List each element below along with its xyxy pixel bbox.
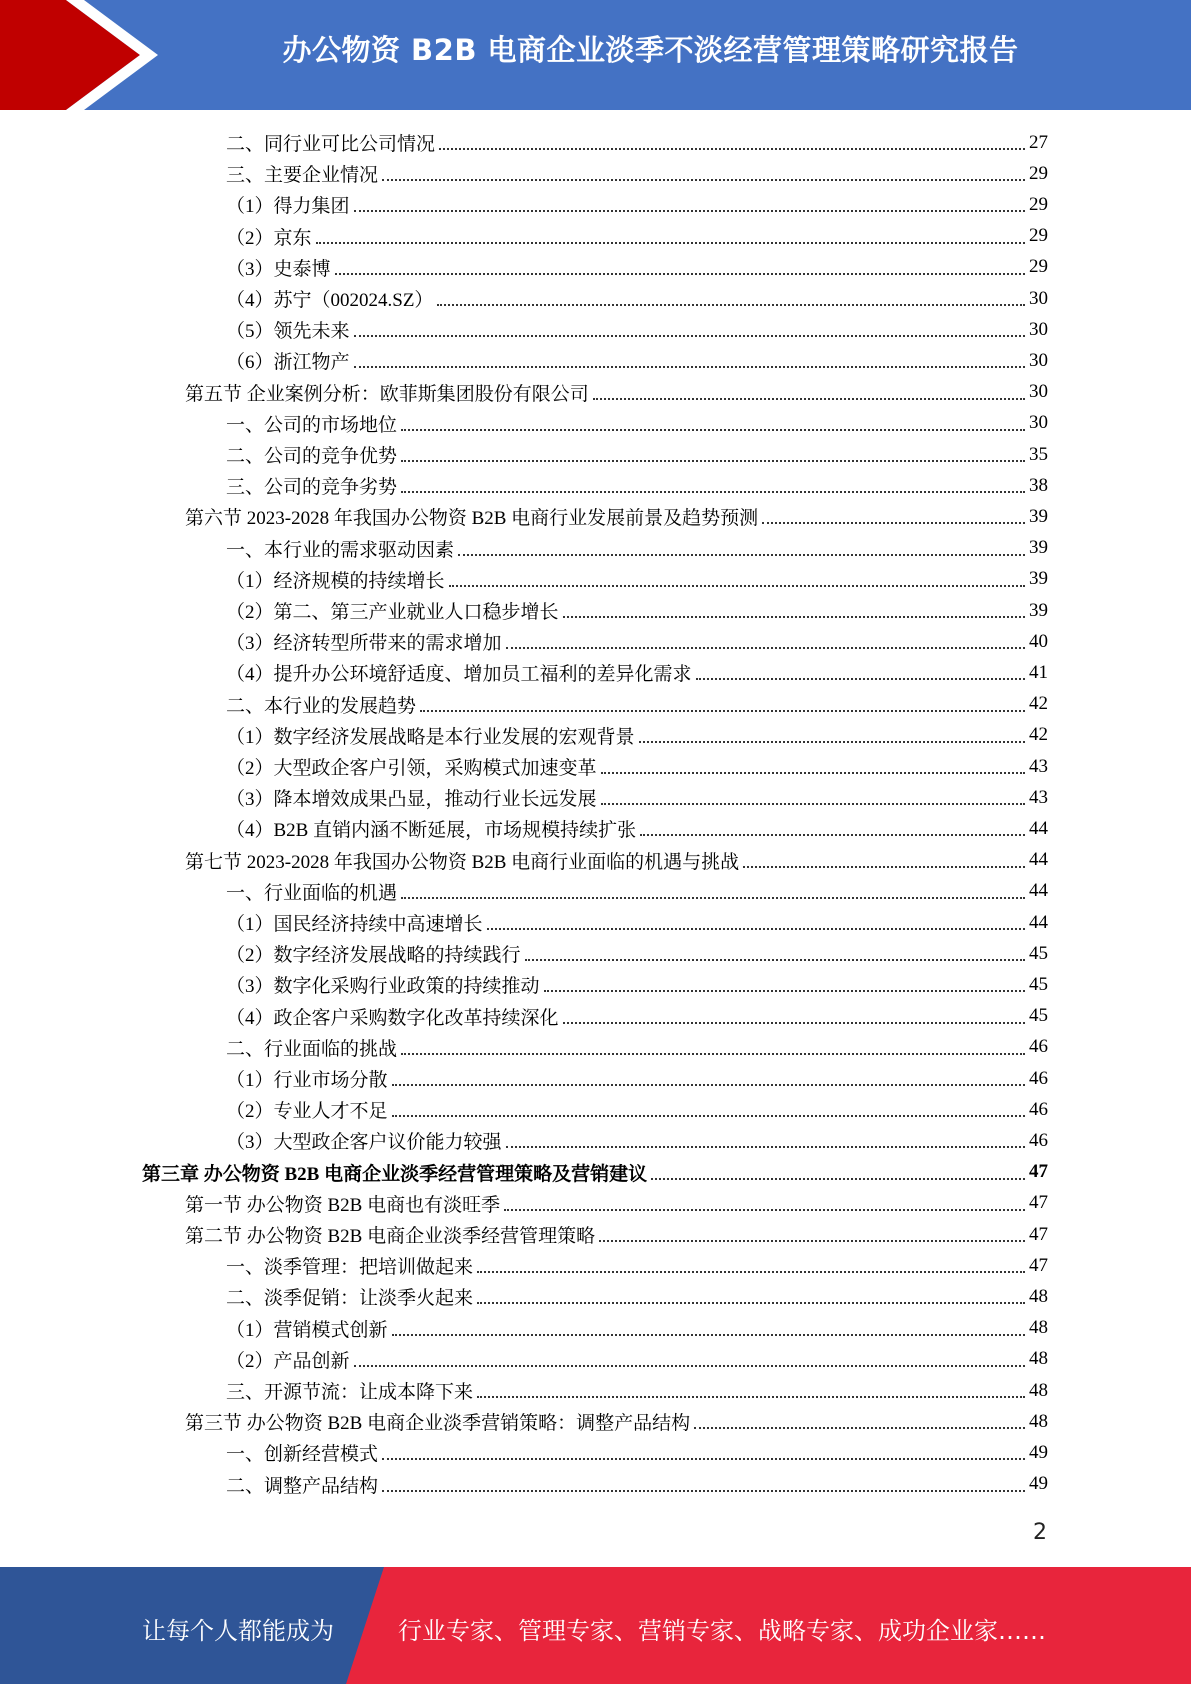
- toc-dot-leader: [382, 178, 1025, 181]
- toc-entry[interactable]: [226, 1281, 1048, 1312]
- toc-entry-page: 35: [1029, 443, 1048, 465]
- toc-entry[interactable]: [226, 283, 1048, 314]
- toc-dot-leader: [743, 865, 1025, 868]
- toc-dot-leader: [401, 428, 1025, 431]
- toc-dot-leader: [439, 147, 1025, 150]
- toc-dot-leader: [487, 927, 1025, 930]
- toc-entry-title: 第六节 2023-2028 年我国办公物资 B2B 电商行业发展前景及趋势预测: [185, 508, 759, 530]
- toc-entry-page: 30: [1029, 318, 1048, 340]
- toc-entry-title: （4）政企客户采购数字化改革持续深化: [226, 1007, 559, 1029]
- toc-entry-title: （1）经济规模的持续增长: [226, 570, 445, 592]
- toc-entry-page: 30: [1029, 381, 1048, 403]
- toc-entry[interactable]: [226, 470, 1048, 501]
- toc-dot-leader: [639, 740, 1025, 743]
- toc-dot-leader: [696, 677, 1025, 680]
- toc-entry-title: （6）浙江物产: [226, 352, 350, 374]
- page-header: [0, 0, 1191, 110]
- toc-entry-page: 30: [1029, 349, 1048, 371]
- toc-entry[interactable]: [185, 377, 1048, 408]
- toc-entry-page: 39: [1029, 599, 1048, 621]
- toc-entry[interactable]: [226, 876, 1048, 907]
- toc-entry[interactable]: [226, 1063, 1048, 1094]
- toc-entry[interactable]: [226, 1469, 1048, 1500]
- toc-entry-title: 一、创新经营模式: [226, 1444, 379, 1466]
- toc-entry-page: 49: [1029, 1441, 1048, 1463]
- toc-entry[interactable]: [226, 1032, 1048, 1063]
- toc-entry-page: 27: [1029, 131, 1048, 153]
- toc-dot-leader: [354, 334, 1025, 337]
- toc-entry-title: （2）大型政企客户引领，采购模式加速变革: [226, 758, 597, 779]
- toc-dot-leader: [477, 1395, 1025, 1398]
- toc-entry-title: （3）数字化采购行业政策的持续推动: [226, 976, 540, 998]
- toc-entry[interactable]: [226, 533, 1048, 564]
- toc-dot-leader: [640, 833, 1025, 836]
- toc-entry-page: 48: [1029, 1285, 1048, 1307]
- toc-entry-title: （4）B2B 直销内涵不断延展，市场规模持续扩张: [226, 820, 637, 842]
- toc-entry-title: （3）史泰博: [226, 258, 331, 280]
- toc-entry-page: 29: [1029, 225, 1048, 247]
- toc-entry[interactable]: [226, 252, 1048, 283]
- toc-entry-page: 29: [1029, 256, 1048, 278]
- toc-entry[interactable]: [226, 969, 1048, 1000]
- toc-entry-page: 42: [1029, 724, 1048, 746]
- toc-entry-page: 45: [1029, 1005, 1048, 1027]
- toc-entry[interactable]: [226, 158, 1048, 189]
- toc-dot-leader: [382, 1457, 1025, 1460]
- toc-entry-title: （1）数字经济发展战略是本行业发展的宏观背景: [226, 726, 635, 748]
- toc-dot-leader: [601, 771, 1025, 774]
- toc-entry-page: 29: [1029, 193, 1048, 215]
- page-number: 2: [1033, 1520, 1047, 1545]
- toc-entry-title: 第三章 办公物资 B2B 电商企业淡季经营管理策略及营销建议: [142, 1163, 648, 1185]
- toc-dot-leader: [354, 365, 1025, 368]
- toc-entry-title: （1）营销模式创新: [226, 1319, 388, 1341]
- toc-entry-title: （3）经济转型所带来的需求增加: [226, 633, 502, 655]
- toc-dot-leader: [354, 209, 1025, 212]
- toc-dot-leader: [651, 1177, 1025, 1180]
- toc-entry-title: （2）专业人才不足: [226, 1101, 388, 1123]
- toc-entry[interactable]: [142, 1157, 1048, 1188]
- toc-dot-leader: [420, 709, 1025, 712]
- toc-entry[interactable]: [226, 782, 1048, 813]
- toc-entry-page: 42: [1029, 693, 1048, 715]
- toc-dot-leader: [437, 303, 1025, 306]
- toc-dot-leader: [762, 521, 1025, 524]
- toc-entry[interactable]: [226, 1250, 1048, 1281]
- toc-entry[interactable]: [226, 689, 1048, 720]
- toc-entry[interactable]: [226, 595, 1048, 626]
- toc-entry-page: 49: [1029, 1473, 1048, 1495]
- toc-dot-leader: [506, 1145, 1025, 1148]
- toc-entry-title: （2）第二、第三产业就业人口稳步增长: [226, 602, 559, 623]
- toc-dot-leader: [477, 1301, 1025, 1304]
- toc-entry[interactable]: [226, 1437, 1048, 1468]
- toc-entry-page: 39: [1029, 537, 1048, 559]
- toc-entry-page: 39: [1029, 568, 1048, 590]
- toc-entry-title: 二、公司的竞争优势: [226, 446, 398, 467]
- toc-entry-page: 40: [1029, 630, 1048, 652]
- toc-entry-page: 44: [1029, 849, 1048, 871]
- toc-entry-page: 47: [1029, 1223, 1048, 1245]
- toc-entry[interactable]: [226, 720, 1048, 751]
- toc-entry[interactable]: [226, 657, 1048, 688]
- toc-entry[interactable]: [226, 626, 1048, 657]
- toc-entry-page: 30: [1029, 412, 1048, 434]
- toc-entry-title: 二、本行业的发展趋势: [226, 695, 417, 717]
- toc-entry-title: 第一节 办公物资 B2B 电商也有淡旺季: [185, 1194, 501, 1216]
- page-footer: [0, 1567, 1191, 1684]
- toc-entry-title: 二、行业面临的挑战: [226, 1038, 398, 1060]
- toc-entry-page: 48: [1029, 1317, 1048, 1339]
- toc-entry-title: 三、开源节流：让成本降下来: [226, 1382, 474, 1403]
- toc-entry-page: 30: [1029, 287, 1048, 309]
- document-title: 办公物资 B2B 电商企业淡季不淡经营管理策略研究报告: [282, 33, 1019, 67]
- toc-dot-leader: [335, 272, 1025, 275]
- toc-entry[interactable]: [185, 1188, 1048, 1219]
- footer-tagline: 行业专家、管理专家、营销专家、战略专家、成功企业家……: [398, 1617, 1046, 1645]
- toc-dot-leader: [401, 490, 1025, 493]
- toc-entry-page: 44: [1029, 911, 1048, 933]
- toc-entry-page: 48: [1029, 1348, 1048, 1370]
- toc-entry-title: （1）得力集团: [226, 196, 350, 218]
- toc-entry-page: 38: [1029, 474, 1048, 496]
- toc-entry[interactable]: [226, 1375, 1048, 1406]
- toc-dot-leader: [401, 459, 1025, 462]
- toc-entry-title: （4）苏宁（002024.SZ）: [226, 290, 434, 311]
- toc-entry-title: 三、主要企业情况: [226, 165, 379, 187]
- toc-entry-title: 第五节 企业案例分析：欧菲斯集团股份有限公司: [185, 383, 589, 405]
- toc-entry[interactable]: [226, 314, 1048, 345]
- toc-entry-page: 43: [1029, 786, 1048, 808]
- toc-entry-page: 47: [1029, 1161, 1048, 1183]
- toc-dot-leader: [525, 958, 1025, 961]
- toc-entry[interactable]: [226, 1001, 1048, 1032]
- toc-dot-leader: [316, 241, 1025, 244]
- toc-dot-leader: [401, 896, 1025, 899]
- toc-entry-title: 第三节 办公物资 B2B 电商企业淡季营销策略：调整产品结构: [185, 1413, 691, 1435]
- toc-entry-title: （3）大型政企客户议价能力较强: [226, 1132, 502, 1154]
- toc-entry[interactable]: [226, 1313, 1048, 1344]
- toc-entry[interactable]: [226, 1344, 1048, 1375]
- toc-entry[interactable]: [226, 751, 1048, 782]
- toc-entry-page: 45: [1029, 942, 1048, 964]
- toc-dot-leader: [504, 1208, 1025, 1211]
- toc-entry-title: 三、公司的竞争劣势: [226, 477, 398, 499]
- toc-entry[interactable]: [185, 845, 1048, 876]
- toc-entry[interactable]: [185, 501, 1048, 532]
- toc-entry-title: 一、本行业的需求驱动因素: [226, 539, 455, 561]
- footer-slogan: 让每个人都能成为: [142, 1617, 334, 1645]
- toc-dot-leader: [694, 1426, 1025, 1429]
- toc-entry-page: 44: [1029, 880, 1048, 902]
- toc-entry-title: 一、公司的市场地位: [226, 414, 398, 436]
- toc-entry[interactable]: [185, 1219, 1048, 1250]
- toc-entry-page: 43: [1029, 755, 1048, 777]
- toc-entry-page: 46: [1029, 1098, 1048, 1120]
- toc-entry[interactable]: [226, 938, 1048, 969]
- toc-dot-leader: [593, 397, 1025, 400]
- toc-dot-leader: [392, 1333, 1025, 1336]
- toc-entry-page: 46: [1029, 1067, 1048, 1089]
- toc-dot-leader: [354, 1364, 1025, 1367]
- toc-entry-title: （2）京东: [226, 227, 312, 249]
- toc-entry-title: （3）降本增效成果凸显，推动行业长远发展: [226, 789, 597, 811]
- toc-dot-leader: [401, 1052, 1025, 1055]
- toc-entry-title: 第二节 办公物资 B2B 电商企业淡季经营管理策略: [185, 1226, 596, 1247]
- toc-dot-leader: [477, 1270, 1025, 1273]
- toc-entry-title: （2）产品创新: [226, 1350, 350, 1372]
- toc-dot-leader: [563, 1021, 1025, 1024]
- toc-entry-page: 48: [1029, 1379, 1048, 1401]
- toc-entry-page: 41: [1029, 661, 1048, 683]
- toc-entry-title: 第七节 2023-2028 年我国办公物资 B2B 电商行业面临的机遇与挑战: [185, 851, 740, 873]
- toc-entry-page: 46: [1029, 1129, 1048, 1151]
- toc-entry-title: 二、调整产品结构: [226, 1475, 379, 1497]
- toc-entry[interactable]: [226, 189, 1048, 220]
- toc-entry[interactable]: [226, 813, 1048, 844]
- toc-dot-leader: [458, 553, 1025, 556]
- toc-entry-page: 39: [1029, 505, 1048, 527]
- toc-entry-title: （1）行业市场分散: [226, 1070, 388, 1091]
- toc-entry[interactable]: [226, 221, 1048, 252]
- toc-entry[interactable]: [226, 345, 1048, 376]
- toc-dot-leader: [449, 584, 1025, 587]
- toc-entry-page: 45: [1029, 973, 1048, 995]
- toc-dot-leader: [563, 615, 1025, 618]
- toc-dot-leader: [392, 1083, 1025, 1086]
- toc-entry-page: 29: [1029, 162, 1048, 184]
- toc-dot-leader: [506, 646, 1025, 649]
- toc-entry[interactable]: [226, 1094, 1048, 1125]
- toc-dot-leader: [382, 1489, 1025, 1492]
- toc-entry-title: （2）数字经济发展战略的持续践行: [226, 945, 521, 967]
- toc-entry[interactable]: [185, 1406, 1048, 1437]
- toc-entry[interactable]: [226, 907, 1048, 938]
- toc-entry-title: （1）国民经济持续中高速增长: [226, 914, 483, 935]
- toc-entry[interactable]: [226, 408, 1048, 439]
- toc-entry[interactable]: [226, 564, 1048, 595]
- toc-entry-title: 一、淡季管理：把培训做起来: [226, 1257, 474, 1279]
- toc-entry[interactable]: [226, 439, 1048, 470]
- toc-entry[interactable]: [226, 127, 1048, 158]
- toc-entry-page: 44: [1029, 817, 1048, 839]
- toc-entry-title: 二、同行业可比公司情况: [226, 134, 436, 155]
- toc-entry-title: （5）领先未来: [226, 321, 350, 343]
- toc-entry-title: 二、淡季促销：让淡季火起来: [226, 1288, 474, 1310]
- toc-entry-page: 46: [1029, 1036, 1048, 1058]
- toc-entry-title: 一、行业面临的机遇: [226, 882, 398, 904]
- toc-dot-leader: [544, 989, 1025, 992]
- toc-entry[interactable]: [226, 1125, 1048, 1156]
- toc-entry-page: 48: [1029, 1410, 1048, 1432]
- toc-entry-page: 47: [1029, 1192, 1048, 1214]
- toc-dot-leader: [599, 1239, 1025, 1242]
- toc-entry-title: （4）提升办公环境舒适度、增加员工福利的差异化需求: [226, 664, 692, 686]
- toc-dot-leader: [392, 1114, 1025, 1117]
- toc-dot-leader: [601, 802, 1025, 805]
- toc-entry-page: 47: [1029, 1254, 1048, 1276]
